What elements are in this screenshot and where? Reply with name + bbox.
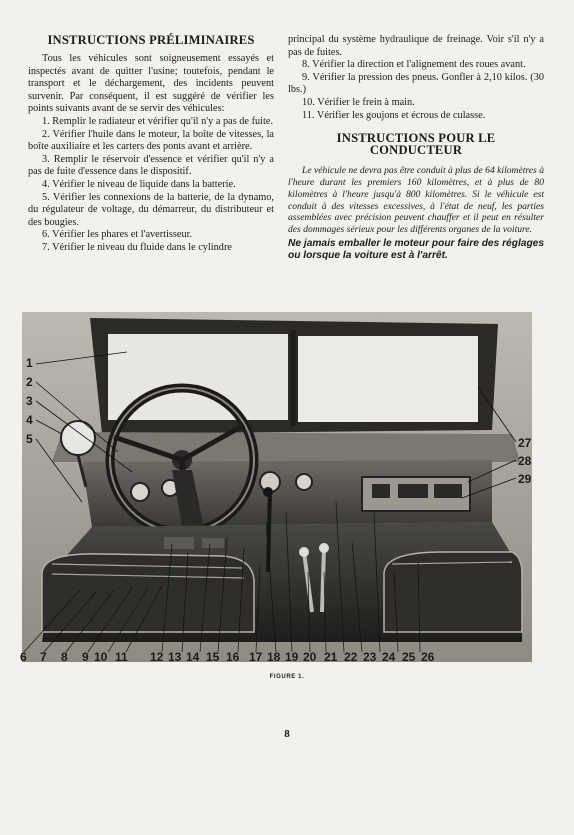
callout-25: 25 bbox=[402, 650, 416, 664]
callout-8: 8 bbox=[61, 650, 68, 664]
driver-heading-line-1: INSTRUCTIONS POUR LE bbox=[336, 131, 496, 146]
callout-18: 18 bbox=[267, 650, 281, 664]
checklist-item-11: 11. Vérifier les goujons et écrous de culasse. bbox=[302, 109, 486, 121]
callout-29: 29 bbox=[518, 472, 532, 486]
jeep-dashboard-figure bbox=[22, 312, 532, 662]
callout-26: 26 bbox=[421, 650, 435, 664]
callout-19: 19 bbox=[285, 650, 299, 664]
checklist-item-9: 9. Vérifier la pression des pneus. Gonfler à 2,10 kilos. (30 lbs.) bbox=[288, 71, 544, 96]
callout-28: 28 bbox=[518, 454, 532, 468]
callout-17: 17 bbox=[249, 650, 263, 664]
callout-6: 6 bbox=[20, 650, 27, 664]
checklist-item-7: 7. Vérifier le niveau du fluide dans le cylindre bbox=[42, 241, 232, 253]
callout-16: 16 bbox=[226, 650, 240, 664]
right-column bbox=[288, 34, 544, 263]
callout-3: 3 bbox=[26, 394, 33, 408]
checklist-item-8: 8. Vérifier la direction et l'alignement des roues avant. bbox=[302, 59, 526, 71]
callout-13: 13 bbox=[168, 650, 182, 664]
driver-heading-line-2: CONDUCTEUR bbox=[369, 143, 463, 158]
callout-7: 7 bbox=[40, 650, 47, 664]
callout-11: 11 bbox=[115, 650, 128, 664]
callout-21: 21 bbox=[324, 650, 338, 664]
preliminary-instructions-heading: INSTRUCTIONS PRÉLIMINAIRES bbox=[47, 33, 255, 47]
intro-paragraph: Tous les véhicules sont soigneusement essayés et inspectés avant de quitter l'usine; toutefois, pendant le transport et le déchargement, des incidents peuvent survenir. Par conséquent, il est suggéré de vérifier les points suivants avant de se servir des véhicules: bbox=[28, 53, 274, 115]
callout-2: 2 bbox=[26, 375, 33, 389]
callout-1: 1 bbox=[26, 356, 33, 370]
callout-24: 24 bbox=[382, 650, 396, 664]
checklist-item-1: 1. Remplir le radiateur et vérifier qu'il n'y a pas de fuite. bbox=[42, 115, 274, 127]
checklist-item-4: 4. Vérifier le niveau de liquide dans la batterie. bbox=[42, 178, 236, 190]
driver-instructions-heading bbox=[288, 132, 544, 156]
left-column bbox=[28, 34, 274, 255]
checklist-item-10: 10. Vérifier le frein à main. bbox=[302, 96, 415, 108]
callout-10: 10 bbox=[94, 650, 108, 664]
callout-14: 14 bbox=[186, 650, 200, 664]
checklist-item-7-continuation: principal du système hydraulique de freinage. Voir s'il n'y a pas de fuites. bbox=[288, 34, 544, 58]
callout-22: 22 bbox=[344, 650, 358, 664]
callout-27: 27 bbox=[518, 436, 532, 450]
callout-5: 5 bbox=[26, 432, 33, 446]
callout-20: 20 bbox=[303, 650, 317, 664]
engine-warning: Ne jamais emballer le moteur pour faire des réglages ou lorsque la voiture est à l'arrêt. bbox=[288, 237, 544, 262]
checklist-item-6: 6. Vérifier les phares et l'avertisseur. bbox=[42, 229, 193, 241]
checklist-item-5: 5. Vérifier les connexions de la batterie, de la dynamo, du régulateur de voltage, du démarreur, du distributeur et des bougies. bbox=[28, 191, 274, 228]
break-in-paragraph: Le véhicule ne devra pas être conduit à plus de 64 kilomètres à l'heure durant les premiers 160 kilomètres, et à plus de 80 kilomètres à l'heure jusqu'à 800 kilomètres. Si le véhicule est conduit à des vitesses excessives, à l'état de neuf, les parties assemblées avec précision peuvent chauffer et il peut en résulter des dommages sérieux pour les différents organes de la voiture. bbox=[288, 165, 544, 236]
checklist-item-2: 2. Vérifier l'huile dans le moteur, la boîte de vitesses, la boîte auxiliaire et les carters des ponts avant et arrière. bbox=[28, 128, 274, 153]
figure-caption: FIGURE 1. bbox=[269, 674, 305, 680]
callout-15: 15 bbox=[206, 650, 220, 664]
callout-12: 12 bbox=[150, 650, 164, 664]
callout-23: 23 bbox=[363, 650, 377, 664]
callout-9: 9 bbox=[82, 650, 89, 664]
checklist-item-3: 3. Remplir le réservoir d'essence et vérifier qu'il n'y a pas de fuite d'essence dans le dispositif. bbox=[28, 153, 274, 178]
callout-4: 4 bbox=[26, 413, 33, 427]
page-number: 8 bbox=[284, 728, 290, 740]
